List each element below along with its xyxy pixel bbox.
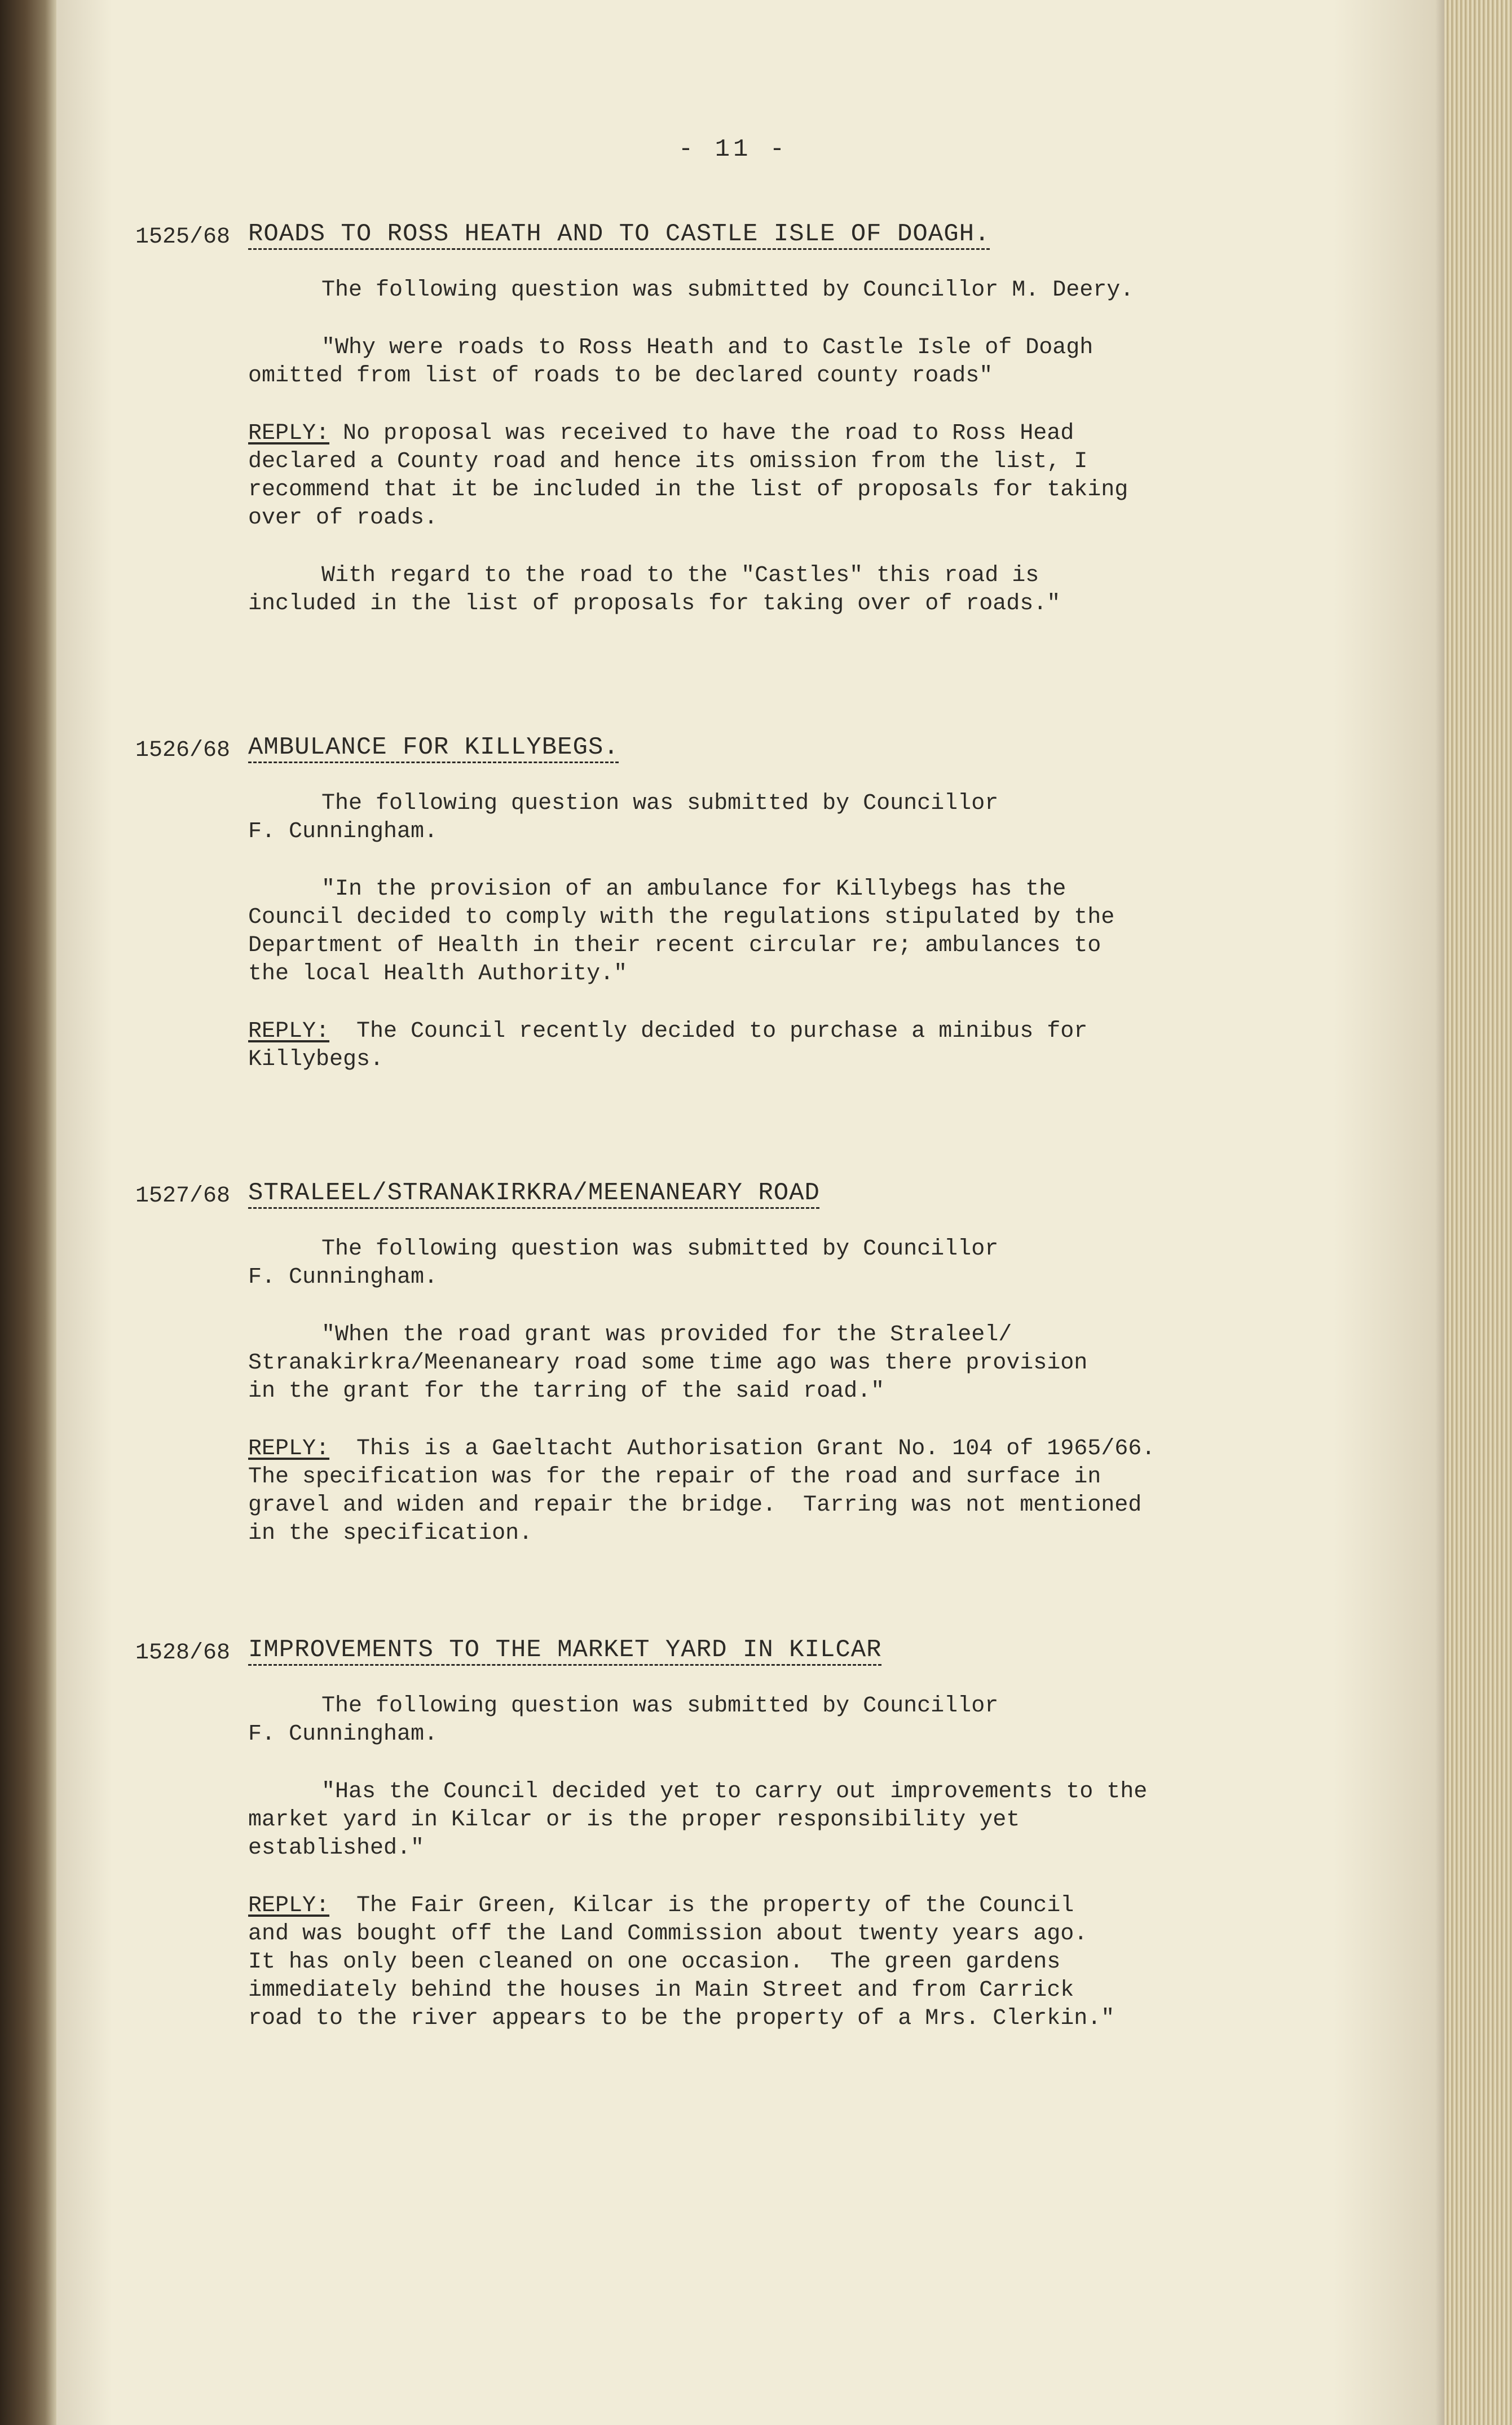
reply-paragraph <box>248 1892 1337 2033</box>
reply-extra: With regard to the road to the "Castles" this road is included in the list of proposals for taking over of roads." <box>248 563 1061 617</box>
reply-label: REPLY: <box>248 421 330 446</box>
reply-paragraph <box>248 420 1337 532</box>
section-heading: IMPROVEMENTS TO THE MARKET YARD IN KILCAR <box>248 1636 882 1664</box>
book-binding-shadow <box>0 0 56 2425</box>
page-number: - 11 - <box>678 135 788 164</box>
section-body <box>248 1692 1337 2062</box>
minute-reference: 1526/68 <box>135 738 231 763</box>
reply-paragraph <box>248 1435 1337 1548</box>
question-text: "Has the Council decided yet to carry out improvements to the market yard in Kilcar or is the proper responsibility yet established." <box>248 1779 1148 1861</box>
section-body <box>248 276 1337 648</box>
question-intro: The following question was submitted by Councillor M. Deery. <box>321 278 1134 303</box>
reply-paragraph <box>248 1018 1337 1074</box>
question-intro: The following question was submitted by Councillor F. Cunningham. <box>248 1236 999 1290</box>
reply-text: No proposal was received to have the road to Ross Head declared a County road and hence its omission from the list, I recommend that it be included in the list of proposals for taking over of roads. <box>248 421 1129 531</box>
section-heading: ROADS TO ROSS HEATH AND TO CASTLE ISLE OF DOAGH. <box>248 220 990 248</box>
section-body <box>248 790 1337 1103</box>
section-heading: AMBULANCE FOR KILLYBEGS. <box>248 733 619 762</box>
question-intro: The following question was submitted by Councillor F. Cunningham. <box>248 791 999 844</box>
question-intro: The following question was submitted by Councillor F. Cunningham. <box>248 1693 999 1747</box>
question-text: "When the road grant was provided for the Straleel/ Stranakirkra/Meenaneary road some time ago was there provision in the grant for the tarring of the said road." <box>248 1322 1088 1404</box>
minute-reference: 1525/68 <box>135 225 231 250</box>
book-page-edges <box>1444 0 1512 2425</box>
reply-text: The Council recently decided to purchase a minibus for Killybegs. <box>248 1019 1088 1072</box>
reply-label: REPLY: <box>248 1019 330 1044</box>
reply-text: The Fair Green, Kilcar is the property of the Council and was bought off the Land Commission about twenty years ago. It has only been cleaned on one occasion. The green gardens immediately behind the houses in Main Street and from Carrick road to the river appears to be the property of a Mrs. Clerkin." <box>248 1893 1115 2031</box>
reply-label: REPLY: <box>248 1436 330 1462</box>
question-text: "Why were roads to Ross Heath and to Castle Isle of Doagh omitted from list of roads to be declared county roads" <box>248 335 1094 389</box>
document-page <box>56 0 1444 2425</box>
minute-reference: 1528/68 <box>135 1640 231 1666</box>
section-body <box>248 1235 1337 1577</box>
reply-text: This is a Gaeltacht Authorisation Grant No. 104 of 1965/66. The specification was for the repair of the road and surface in gravel and widen and repair the bridge. Tarring was not mentioned in the specification. <box>248 1436 1156 1546</box>
section-heading: STRALEEL/STRANAKIRKRA/MEENANEARY ROAD <box>248 1179 820 1207</box>
reply-label: REPLY: <box>248 1893 330 1918</box>
question-text: "In the provision of an ambulance for Killybegs has the Council decided to comply with the regulations stipulated by the Department of Health in their recent circular re; ambulances to the local Health Authority." <box>248 877 1115 987</box>
minute-reference: 1527/68 <box>135 1183 231 1209</box>
